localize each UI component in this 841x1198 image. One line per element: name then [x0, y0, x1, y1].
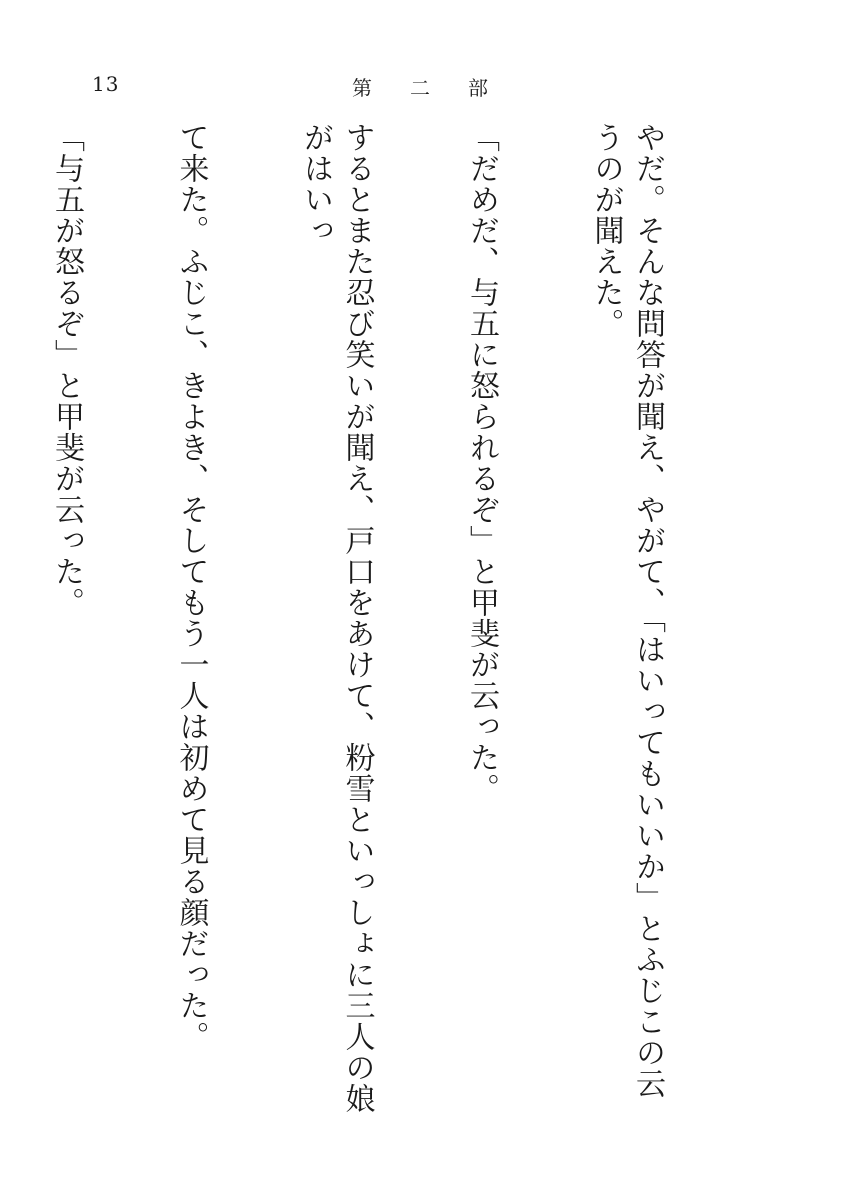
text-line: 「与五が怒るぞ」と甲斐が云った。: [49, 122, 84, 618]
text-line: やだ。そんな問答が聞え、やがて、「はいってもいいか」とふじこの云うのが聞えた。: [588, 122, 665, 1099]
text-line: て来た。ふじこ、きよき、そしてもう一人は初めて見る顔だった。: [173, 122, 209, 1052]
page-number: 13: [92, 72, 120, 96]
text-line: するとまた忍び笑いが聞え、戸口をあけて、粉雪といっしょに三人の娘がはいっ: [298, 122, 375, 1114]
running-head: [300, 72, 540, 101]
running-head-char: 第: [352, 76, 372, 100]
vertical-body-text: [0, 122, 751, 1122]
running-head-char: 二: [410, 76, 430, 100]
running-head-char: 部: [468, 76, 488, 100]
text-line: 「だめだ、与五に怒られるぞ」と甲斐が云った。: [464, 122, 499, 804]
